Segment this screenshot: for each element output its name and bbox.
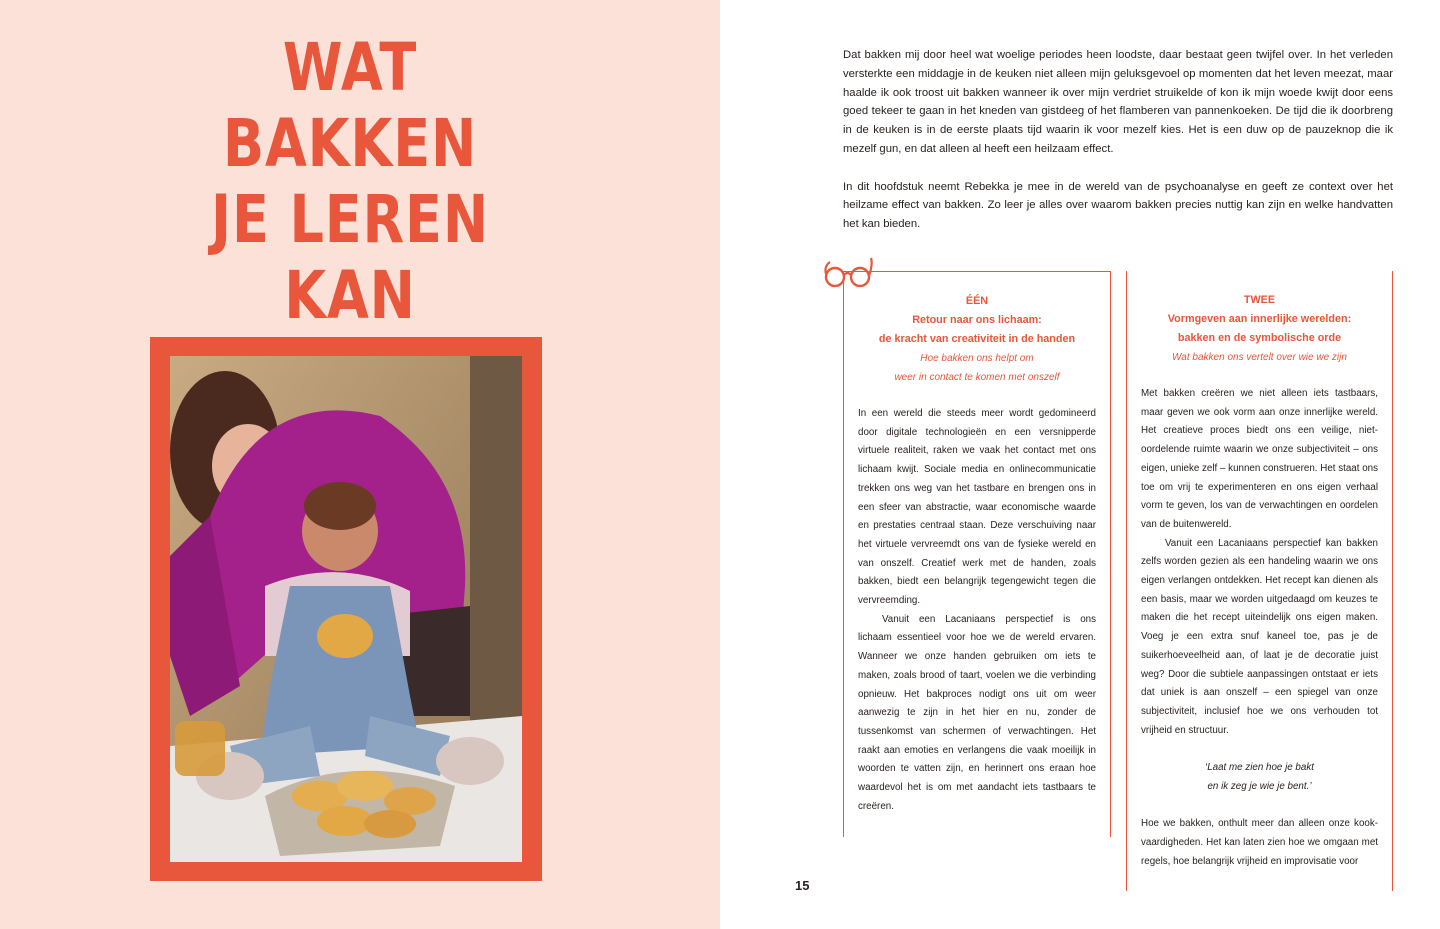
section-one-body [858,405,1096,816]
section-one-paragraph-1: In een wereld die steeds meer wordt gedomineerd door digitale technologieën en een versnipperde virtuele realiteit, raken we vaak het contact met ons lichaam kwijt. Sociale media en onlinecommunicatie trekken ons weg van het tastbare en brengen ons in een sfeer van abstractie, waar economische waarde en prestaties centraal staan. Deze verschuiving naar het virtuele vervreemdt ons van de fysieke wereld en van onszelf. Creatief werk met de handen, zoals bakken, biedt een belangrijk tegengewicht tegen die vervreemding. [858,408,1096,607]
section-two-body [1141,385,1378,871]
section-one-column [843,271,1111,837]
section-two-title-line-2: bakken en de symbolische orde [1177,332,1342,344]
section-two-paragraph-2: Vanuit een Lacaniaans perspectief kan bakken zelfs worden gezien als een handeling waarin we ons eigen verlangen ontdekken. Het recept kan dienen als een basis, maar we worden uitgedaagd om keuzes te maken die het recept uiteindelijk ons eigen maken. Voeg je een extra snuf kaneel toe, pas je de suikerhoeveelheid aan, of laat je de decoratie juist weg? Door die subtiele aanpassingen ontstaat er iets dat uniek is aan onszelf – een spiegel van onze subjectiviteit, inclusief hoe we ons verhouden tot vrijheid en structuur. [1141,537,1378,736]
section-one-paragraph-2: Vanuit een Lacaniaans perspectief is ons lichaam essentieel voor hoe we de wereld ervaren. Wanneer we onze handen gebruiken om iets te maken, zoals brood of taart, voelen we die verbinding opnieuw. Het bakproces nodigt ons uit om weer aanwezig te zijn in het hier en nu, zonder de tussenkomst van schermen of verwachtingen. Het raakt aan emoties en verlangens die vaak moeilijk in woorden te vatten zijn, en herinnert ons eraan hoe waardevol het is om met aandacht iets tastbaars te creëren. [858,613,1096,812]
intro-paragraph-1: Dat bakken mij door heel wat woelige periodes heen loodste, daar bestaat geen twijfel over. In het verleden versterkte een middagje in de keuken niet alleen mijn geluksgevoel op momenten dat het leven meezat, maar haalde ik ook troost uit bakken wanneer ik over mijn verdriet struikelde of kon ik mijn woede kwijt door eens goed tekeer te gaan in het kneden van gistdeeg of het flamberen van pannenkoeken. De tijd die ik doorbreng in de keuken is in de eerste plaats tijd waarin ik voor mezelf kies. Het is een duw op de pauzeknop die ik mezelf gun, en dat alleen al heeft een heilzaam effect. [843,49,1393,155]
section-one-heading [844,292,1110,387]
section-two-subtitle-line-1: Wat bakken ons vertelt over wie we zijn [1172,352,1347,363]
chapter-title-line-1: WAT BAKKEN [222,29,478,182]
section-two-paragraph-1: Met bakken creëren we niet alleen iets tastbaars, maar geven we ook vorm aan onze innerlijke wereld. Het creatieve proces biedt ons een veilige, niet-oordelende ruimte waarin we onze subjectiviteit – ons eigen, unieke zelf – kunnen construeren. Het staat ons toe om vrij te experimenteren en ons eigen verhaal vorm te geven, los van de verwachtingen en oordelen van de buitenwereld. [1141,388,1378,530]
section-one-number: ÉÉN [965,295,989,307]
section-one-subtitle-line-2: weer in contact te komen met onszelf [894,372,1060,383]
section-two-quote-line-1: ‘Laat me zien hoe je bakt [1205,762,1314,774]
section-two-heading [1127,291,1392,367]
intro-text [843,46,1393,253]
chapter-title [194,30,506,334]
section-two-number: TWEE [1243,294,1276,306]
photo-frame [150,337,542,881]
page-number: 15 [795,878,810,893]
section-one-title-line-2: de kracht van creativiteit in de handen [878,333,1076,345]
section-two-quote [1141,759,1378,796]
section-two-paragraph-3: Hoe we bakken, onthult meer dan alleen onze kook-vaardigheden. Het kan laten zien hoe we omgaan met regels, hoe belangrijk vrijheid en improvisatie voor [1141,818,1378,867]
chapter-title-line-2: JE LEREN KAN [211,181,489,334]
photo-mother-and-child-baking [170,356,522,862]
photo-illustration [170,356,522,862]
section-two-column [1126,271,1393,891]
section-two-quote-line-2: en ik zeg je wie je bent.’ [1207,780,1312,792]
section-two-title-line-1: Vormgeven aan innerlijke werelden: [1167,313,1352,325]
intro-paragraph-2: In dit hoofdstuk neemt Rebekka je mee in de wereld van de psychoanalyse en geeft ze context over het heilzame effect van bakken. Zo leer je alles over waarom bakken precies nuttig kan zijn en welke handvatten het kan bieden. [843,180,1393,231]
section-one-subtitle-line-1: Hoe bakken ons helpt om [920,353,1034,364]
section-one-title-line-1: Retour naar ons lichaam: [912,314,1042,326]
